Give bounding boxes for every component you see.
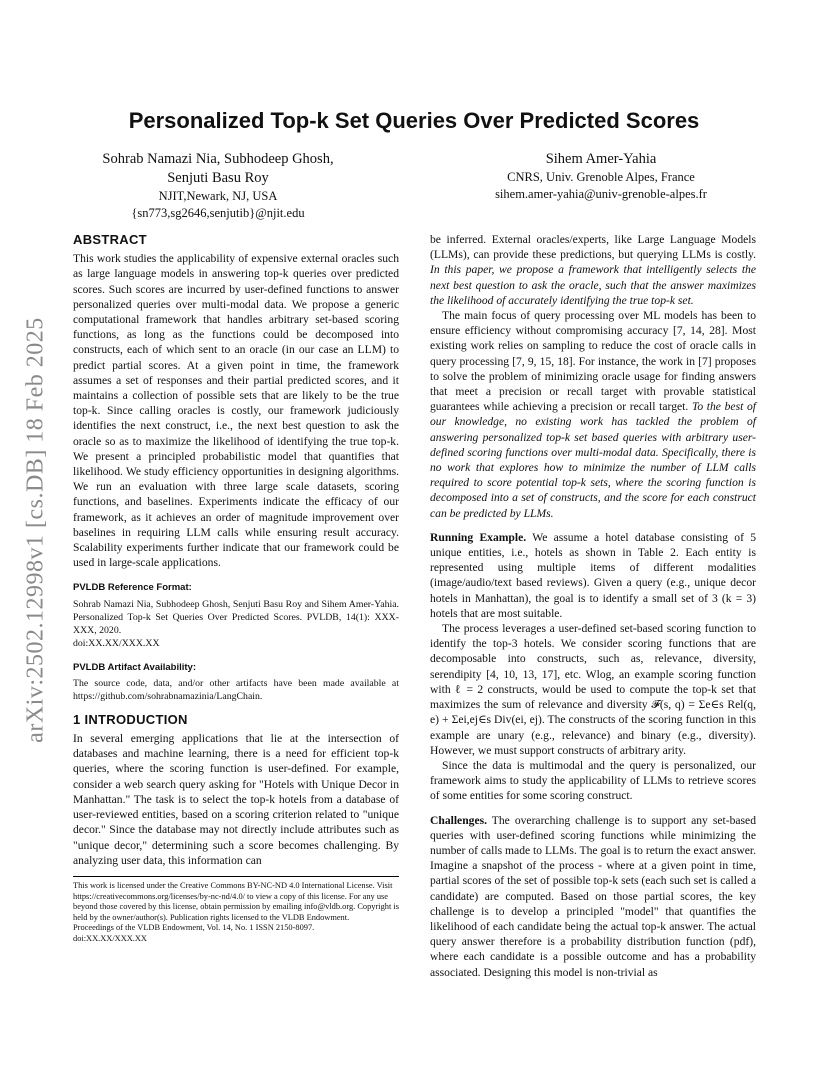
right-column <box>430 232 756 980</box>
paper-title: Personalized Top-k Set Queries Over Predicted Scores <box>128 108 700 133</box>
reference-format-doi: doi:XX.XX/XXX.XX <box>73 637 160 649</box>
author-names: Sohrab Namazi Nia, Subhodeep Ghosh, Senjuti Basu Roy <box>102 151 334 186</box>
artifact-heading: PVLDB Artifact Availability: <box>73 661 196 673</box>
license-footnote <box>73 876 399 945</box>
arxiv-sidebar-stamp <box>14 250 58 810</box>
left-column <box>73 232 399 868</box>
intro-continued-paragraph <box>430 232 756 308</box>
intro-contribution-statement: In this paper, we propose a framework that intelligently selects the next best question to ask the oracle, such that the answer maximizes the likelihood of accurately identifying the true top-k set. <box>430 263 756 307</box>
reference-format-heading: PVLDB Reference Format: <box>73 582 192 594</box>
intro-heading: 1 INTRODUCTION <box>73 711 188 727</box>
running-example-text: We assume a hotel database consisting of 5 unique entities, i.e., hotels as shown in Table 2. Each entity is represented using multiple items of different modalities (image/audio/text based reviews). Given a query (e.g., unique decor hotels in Manhattan), the goal is to identify a small set of 3 (k = 3) hotels that are most suitable. <box>430 530 756 620</box>
intro-paragraph: In several emerging applications that lie at the intersection of databases and machine learning, there is a need for efficient top-k queries, where the scoring function is user-defined. For example, consider a web search query asking for "Hotels with Unique Decor in Manhattan." The task is to select the top-k hotels from a database of user-reviewed entities, based on a scoring criterion related to "unique decor." Since the database may not directly include attributes such as "unique decor," determining such a score becomes challenging. By analyzing user data, this information can <box>73 732 399 867</box>
author-affiliation: NJIT,Newark, NJ, USA <box>158 189 278 203</box>
abstract-text: This work studies the applicability of expensive external oracles such as large language models in answering top-k queries over predicted scores. Such scores are incurred by user-defined functions to answer personalized queries over multi-modal data. We propose a generic computational framework that handles arbitrary set-based scoring functions, as long as the functions could be decomposed into constructs, each of which sent to an oracle (in our case an LLM) to predict partial scores. At a given point in time, the framework assumes a set of responses and their partial predicted scores, and it maintains a collection of possible sets that are likely to be the true top-k. Since calling oracles is costly, our framework judiciously identifies the next construct, i.e., the next best question to ask the oracle so as to maximize the likelihood of identifying the true top-k. We present a principled probabilistic model that quantifies that likelihood. We study efficiency opportunities in designing algorithms. We run an evaluation with three large scale datasets, scoring functions, and baselines. Experiments indicate the efficacy of our framework, as it achieves an order of magnitude improvement over baselines in requiring LLM calls while ensuring result accuracy. Scalability experiments further indicate that our framework could be used in large-scale applications. <box>73 252 399 570</box>
author-block-left <box>82 150 354 222</box>
scoring-function-paragraph: The process leverages a user-defined set-based scoring function to identify the top-3 hotels. We consider scoring functions that are decomposable into constructs, such as, relevance, diversity, serendipity [4, 10, 13, 17], etc. Wlog, an example scoring function with ℓ = 2 constructs, would be used to compute the top-k set that maximizes the sum of relevance and diversity 𝓕(s, q) = Σe∈s Rel(q, e) + Σei,ej∈s Div(ei, ej). The constructs of the scoring function in this example are unary (e.g., relevance) and binary (e.g., diversity). However, we must support constructs of arbitrary arity. <box>430 622 756 757</box>
running-example-heading: Running Example. <box>430 530 527 544</box>
reference-format-text: Sohrab Namazi Nia, Subhodeep Ghosh, Senjuti Basu Roy and Sihem Amer-Yahia. Personalized Top-k Set Queries Over Predicted Scores. PVLDB, 14(1): XXX-XXX, 2020. <box>73 598 399 636</box>
proceedings-text: Proceedings of the VLDB Endowment, Vol. 14, No. 1 ISSN 2150-8097. <box>73 923 315 933</box>
novelty-statement: To the best of our knowledge, no existing work has tackled the problem of answering personalized top-k set based queries with arbitrary user-defined scoring functions over multi-modal data. Specifically, there is no work that explores how to minimize the number of LLM calls required to score potential top-k sets, where the scoring function is decomposed into a set of constructs, and the score for each construct can be predicted by LLMs. <box>430 400 757 520</box>
multimodal-paragraph: Since the data is multimodal and the query is personalized, our framework aims to study the applicability of LLMs to retrieve scores of some entities for some scoring construct. <box>430 758 756 803</box>
related-work-paragraph <box>430 308 756 521</box>
arxiv-identifier: arXiv:2502.12998v1 [cs.DB] 18 Feb 2025 <box>22 317 49 743</box>
challenges-text: The overarching challenge is to support any set-based queries with user-defined scoring functions while minimizing the number of calls made to LLMs. The goal is to return the exact answer. Imagine a snapshot of the process - where at a given point in time, partial scores of the set of possible top-k sets (each such set is called a candidate) are computed. Based on those partial scores, the key challenge is to develop a principled "model" that quantifies the likelihood of each candidate being the actual top-k answer. The actual query answer therefore is a probability distribution function (pdf), where each candidate is a possible outcome and has a probability associated. Designing this model is non-trivial as <box>430 813 756 979</box>
abstract-heading: ABSTRACT <box>73 232 147 247</box>
challenges-paragraph <box>430 813 756 980</box>
license-text: This work is licensed under the Creative Commons BY-NC-ND 4.0 International License. Visit https://creativecommons.org/licenses/by-nc-nd/4.0/ to view a copy of this license. For any use beyond those covered by this license, obtain permission by emailing info@vldb.org. Copyright is held by the owner/author(s). Publication rights licensed to the VLDB Endowment. <box>73 881 399 922</box>
footnote-doi: doi:XX.XX/XXX.XX <box>73 933 147 943</box>
intro-continued-text: be inferred. External oracles/experts, like Large Language Models (LLMs), can provide these predictions, but querying LLMs is costly. <box>430 233 756 262</box>
related-work-text: The main focus of query processing over ML models has been to ensure efficiency without compromising accuracy [7, 14, 28]. Most existing work relies on sampling to reduce the cost of oracle calls in query processing [7, 9, 15, 18]. For instance, the work in [7] proposes to solve the problem of minimizing oracle usage for finding answers that meet a precision or recall target with provable statistical guarantees while achieving a precision or recall target. <box>430 309 756 414</box>
author-email: sihem.amer-yahia@univ-grenoble-alpes.fr <box>495 187 707 201</box>
artifact-text: The source code, data, and/or other artifacts have been made available at https://github.com/sohrabnamazinia/LangChain. <box>73 677 399 702</box>
running-example-paragraph <box>430 530 756 621</box>
author-affiliation: CNRS, Univ. Grenoble Alpes, France <box>507 170 695 184</box>
author-block-right <box>452 150 750 203</box>
author-email: {sn773,sg2646,senjutib}@njit.edu <box>131 206 305 220</box>
author-names: Sihem Amer-Yahia <box>545 151 657 167</box>
challenges-heading: Challenges. <box>430 813 488 827</box>
